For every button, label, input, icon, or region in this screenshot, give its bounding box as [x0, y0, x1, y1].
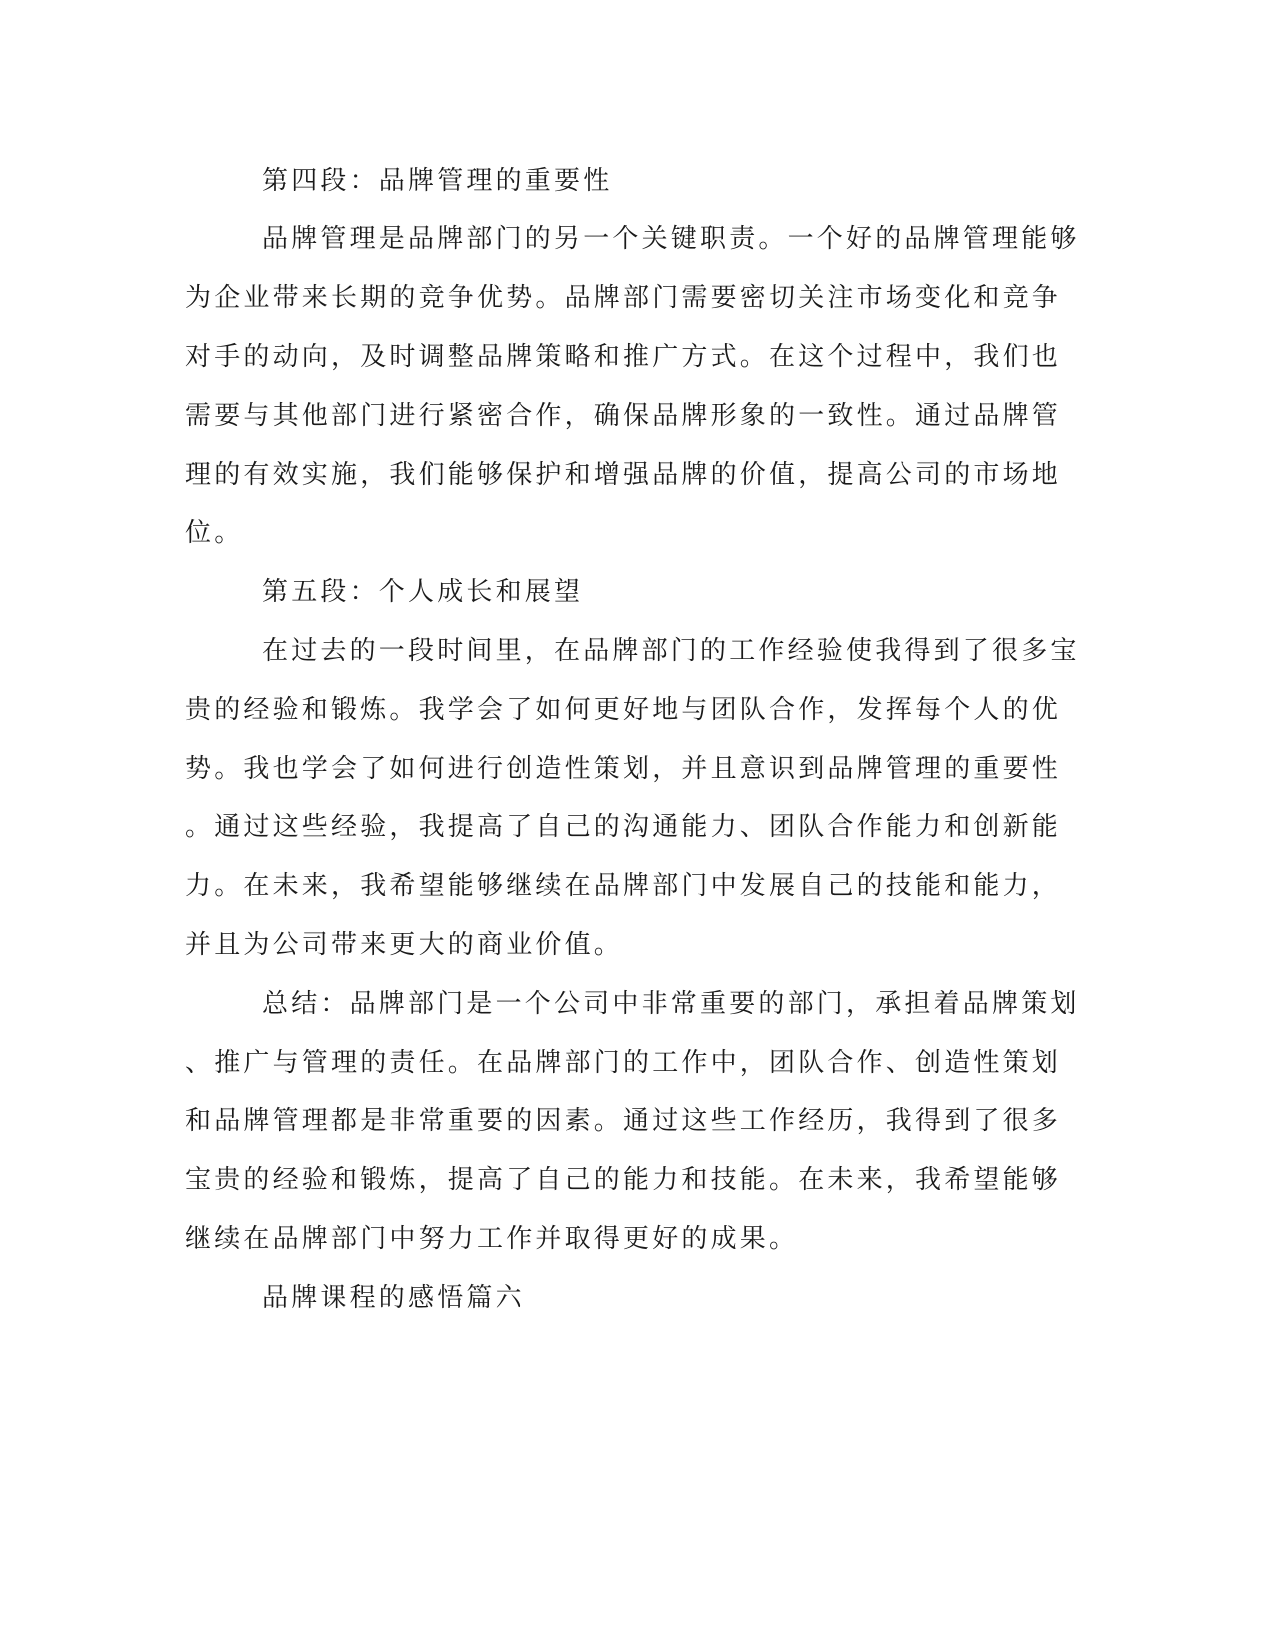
summary-line: 总结：品牌部门是一个公司中非常重要的部门，承担着品牌策划	[262, 989, 1080, 1019]
paragraph-line: 为企业带来长期的竞争优势。品牌部门需要密切关注市场变化和竞争	[185, 283, 1062, 313]
paragraph-line: 并且为公司带来更大的商业价值。	[185, 930, 624, 960]
summary-line: 、推广与管理的责任。在品牌部门的工作中，团队合作、创造性策划	[185, 1048, 1062, 1078]
section-heading-4: 第四段：品牌管理的重要性	[262, 166, 613, 196]
summary-line: 宝贵的经验和锻炼，提高了自己的能力和技能。在未来，我希望能够	[185, 1165, 1062, 1195]
paragraph-line: 位。	[185, 518, 244, 548]
paragraph-line: 品牌管理是品牌部门的另一个关键职责。一个好的品牌管理能够	[262, 224, 1080, 254]
paragraph-line: 贵的经验和锻炼。我学会了如何更好地与团队合作，发挥每个人的优	[185, 695, 1062, 725]
section-heading-5: 第五段：个人成长和展望	[262, 577, 584, 607]
paragraph-line: 需要与其他部门进行紧密合作，确保品牌形象的一致性。通过品牌管	[185, 401, 1062, 431]
paragraph-line: 对手的动向，及时调整品牌策略和推广方式。在这个过程中，我们也	[185, 342, 1062, 372]
paragraph-line: 。通过这些经验，我提高了自己的沟通能力、团队合作能力和创新能	[185, 812, 1062, 842]
paragraph-line: 理的有效实施，我们能够保护和增强品牌的价值，提高公司的市场地	[185, 460, 1062, 490]
summary-line: 继续在品牌部门中努力工作并取得更好的成果。	[185, 1224, 799, 1254]
paragraph-line: 在过去的一段时间里，在品牌部门的工作经验使我得到了很多宝	[262, 636, 1080, 666]
paragraph-line: 力。在未来，我希望能够继续在品牌部门中发展自己的技能和能力，	[185, 871, 1062, 901]
paragraph-line: 势。我也学会了如何进行创造性策划，并且意识到品牌管理的重要性	[185, 754, 1062, 784]
summary-line: 和品牌管理都是非常重要的因素。通过这些工作经历，我得到了很多	[185, 1106, 1062, 1136]
section-title-part-6: 品牌课程的感悟篇六	[262, 1283, 525, 1313]
